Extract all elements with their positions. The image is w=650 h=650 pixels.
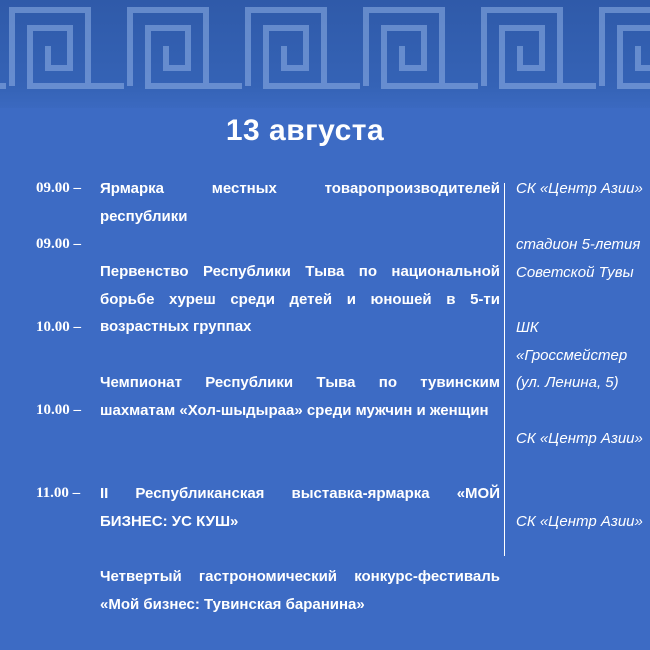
time-label: 09.00 – xyxy=(36,180,81,196)
venue-label: СК «Центр Азии» xyxy=(516,180,643,197)
time-label: 09.00 – xyxy=(36,236,81,252)
column-divider xyxy=(504,183,505,556)
time-label: 11.00 – xyxy=(36,485,81,501)
venue-label: ШК «Гроссмейстер (ул. Ленина, 5) xyxy=(516,319,628,392)
greek-key-motif xyxy=(130,10,242,86)
greek-key-motif xyxy=(484,10,596,86)
event-description: Ярмарка местных товаропроизводителей республики xyxy=(100,180,500,225)
venue-label: СК «Центр Азии» xyxy=(516,513,643,530)
greek-key-motif xyxy=(366,10,478,86)
greek-key-motif xyxy=(12,10,124,86)
event-description: Первенство Республики Тыва по национальной борьбе хуреш среди детей и юношей в 5-ти возрастных группах xyxy=(100,263,500,336)
venue-label: стадион 5-летия Советской Тувы xyxy=(516,236,641,281)
event-description: Четвертый гастрономический конкурс-фестиваль «Мой бизнес: Тувинская баранина» xyxy=(100,568,500,613)
time-label: 10.00 – xyxy=(36,402,81,418)
page-title: 13 августа xyxy=(225,114,385,147)
greek-key-motif xyxy=(602,10,650,86)
venue-label: СК «Центр Азии» xyxy=(516,430,643,447)
greek-key-motif xyxy=(248,10,360,86)
event-description: II Республиканская выставка-ярмарка «МОЙ БИЗНЕС: УС КУШ» xyxy=(100,485,500,530)
time-label: 10.00 – xyxy=(36,319,81,335)
event-description: Чемпионат Республики Тыва по тувинским шахматам «Хол-шыдыраа» среди мужчин и женщин xyxy=(100,374,500,419)
header-banner xyxy=(0,0,650,108)
greek-key-ornament xyxy=(0,0,650,108)
greek-key-motif xyxy=(0,10,6,86)
